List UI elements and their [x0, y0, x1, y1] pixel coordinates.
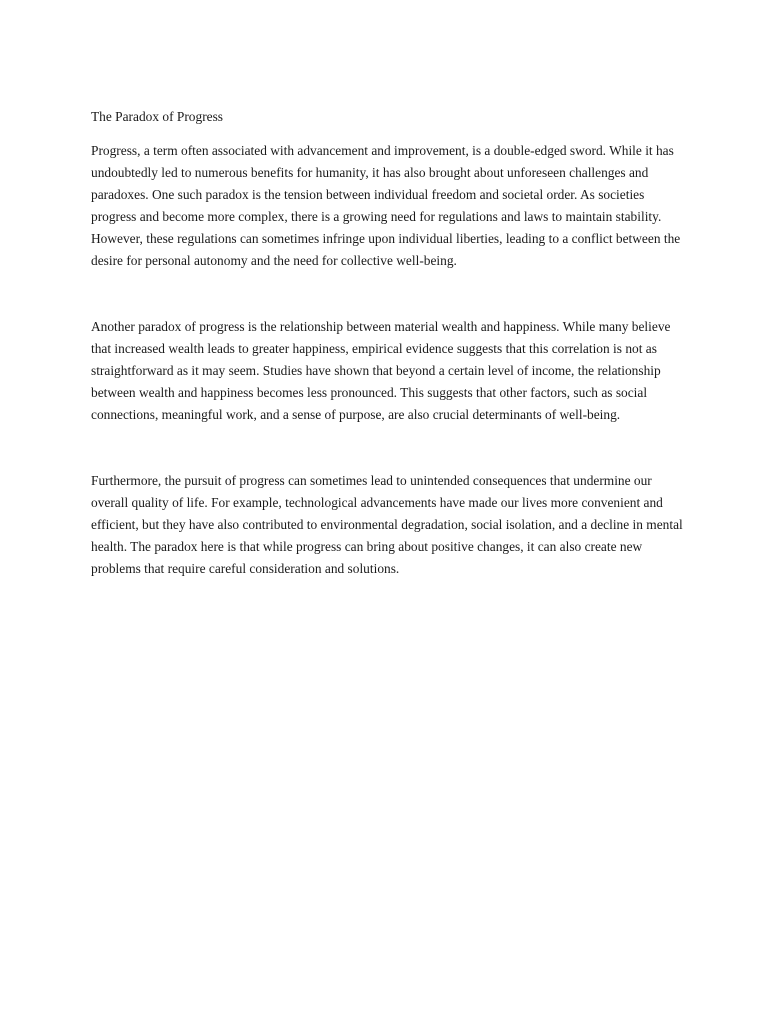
paragraph-1: Progress, a term often associated with advancement and improvement, is a double-edged sword. While it has undoubtedly led to numerous benefits for humanity, it has also brought about unforeseen challenges and paradoxes. One such paradox is the tension between individual freedom and societal order. As societies progress and become more complex, there is a growing need for regulations and laws to maintain stability. However, these regulations can sometimes infringe upon individual liberties, leading to a conflict between the desire for personal autonomy and the need for collective well-being.: [91, 143, 681, 268]
document-title: The Paradox of Progress: [91, 109, 224, 124]
document-body: [91, 106, 691, 580]
paragraph-2: Another paradox of progress is the relationship between material wealth and happiness. While many believe that increased wealth leads to greater happiness, empirical evidence suggests that this correlation is not as straightforward as it may seem. Studies have shown that beyond a certain level of income, the relationship between wealth and happiness becomes less pronounced. This suggests that other factors, such as social connections, meaningful work, and a sense of purpose, are also crucial determinants of well-being.: [91, 319, 671, 422]
paragraph-3: Furthermore, the pursuit of progress can sometimes lead to unintended consequences that undermine our overall quality of life. For example, technological advancements have made our lives more convenient and efficient, but they have also contributed to environmental degradation, social isolation, and a decline in mental health. The paradox here is that while progress can bring about positive changes, it can also create new problems that require careful consideration and solutions.: [91, 473, 683, 576]
